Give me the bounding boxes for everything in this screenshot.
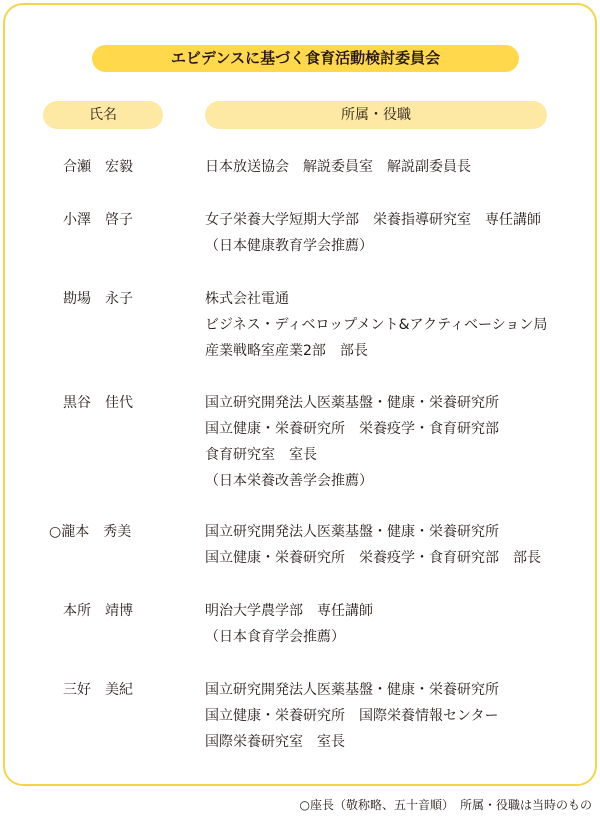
member-name: 本所 靖博 [49,603,133,619]
affiliation-line: ビジネス・ディベロップメント&アクティベーション局 [205,317,548,333]
member-affiliation [205,211,595,263]
name-column-header: 氏名 [43,101,163,129]
member-affiliation [205,394,595,498]
affiliation-line: （日本健康教育学会推薦） [205,238,373,254]
member-affiliation [205,602,595,654]
member-name: 黒谷 佳代 [49,395,133,411]
affiliation-column-header: 所属・役職 [205,101,547,129]
affiliation-line: 国立健康・栄養研究所 栄養疫学・食育研究部 部長 [205,550,541,566]
affiliation-line: 国立健康・栄養研究所 栄養疫学・食育研究部 [205,421,499,437]
affiliation-line: 株式会社電通 [205,291,289,307]
affiliation-line: 女子栄養大学短期大学部 栄養指導研究室 専任講師 [205,212,541,228]
footnote: ○座長（敬称略、五十音順） 所属・役職は当時のもの [299,798,592,812]
affiliation-line: 産業戦略室産業2部 部長 [205,343,368,359]
affiliation-line: 国際栄養研究室 室長 [205,734,345,750]
member-affiliation [205,681,595,759]
affiliation-line: 食育研究室 室長 [205,447,317,463]
affiliation-line: （日本栄養改善学会推薦） [205,473,373,489]
member-name: 勘場 永子 [49,291,133,307]
affiliation-line: （日本食育学会推薦） [205,629,345,645]
affiliation-line: 国立研究開発法人医薬基盤・健康・栄養研究所 [205,524,499,540]
member-name: ○瀧本 秀美 [49,524,132,540]
committee-card [3,3,597,786]
member-affiliation [205,158,595,184]
member-affiliation [205,290,595,368]
affiliation-line: 国立研究開発法人医薬基盤・健康・栄養研究所 [205,395,499,411]
committee-title: エビデンスに基づく食育活動検討委員会 [92,45,519,72]
member-name: 合瀬 宏毅 [49,159,133,175]
affiliation-line: 日本放送協会 解説委員室 解説副委員長 [205,159,471,175]
member-name: 三好 美紀 [49,682,133,698]
member-affiliation [205,523,595,575]
affiliation-line: 明治大学農学部 専任講師 [205,603,373,619]
member-name: 小澤 啓子 [49,212,133,228]
affiliation-line: 国立健康・栄養研究所 国際栄養情報センター [205,708,499,724]
affiliation-line: 国立研究開発法人医薬基盤・健康・栄養研究所 [205,682,499,698]
